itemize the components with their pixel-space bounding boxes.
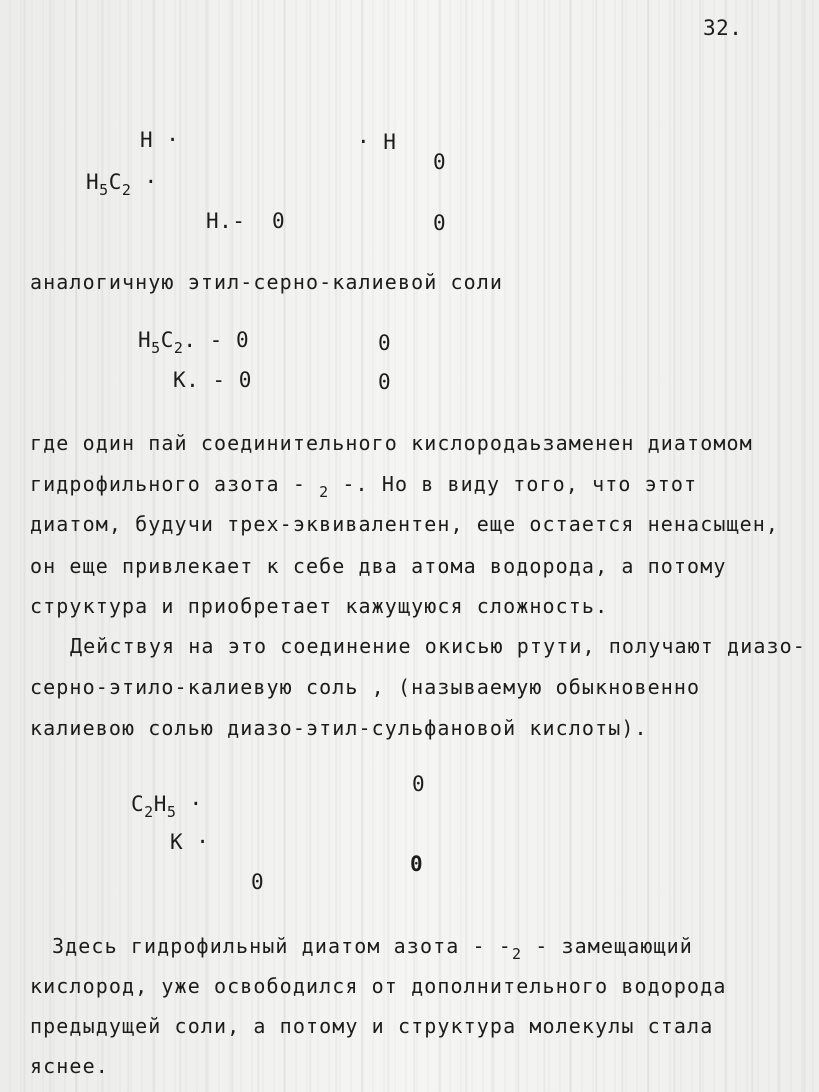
formula1-o-left: 0 (272, 209, 286, 233)
p3-line-4: яснее. (30, 1054, 109, 1078)
formula1-h-left: H · (140, 128, 180, 152)
p3-line-3: предыдущей соли, а потому и структура молекулы стала (30, 1014, 714, 1038)
formula3-o-top: 0 (412, 772, 426, 796)
formula1-h5c2: $H_5C_2$ · (86, 170, 158, 199)
formula1-h-right: · H (357, 130, 397, 154)
formula3-k: K · (170, 830, 210, 854)
formula2-row1-o: 0 (378, 331, 392, 355)
formula2-row1: $H_5C_2$. - 0 (138, 328, 250, 357)
formula3-o-bottom: 0 (251, 870, 265, 894)
formula3-o-bold: 0 (410, 852, 424, 876)
formula3-c2h5: $C_2H_5$ · (131, 792, 203, 821)
page-number: 32. (703, 16, 743, 40)
p1-line-2: гидрофильного азота - $_2$ -. Но в виду того, что этот (30, 472, 698, 501)
p2-line-2: серно-этило-калиевую соль , (называемую обыкновенно (30, 675, 701, 699)
formula2-row2: K. - 0 (173, 368, 252, 392)
p3-line-1: Здесь гидрофильный диатом азота - $-_2$ - замещающий (52, 934, 693, 963)
formula1-o-right: 0 (433, 211, 447, 235)
text-line-analog: аналогичную этил-серно-калиевой соли (30, 270, 504, 294)
p2-line-1: Действуя на это соединение окисью ртути, получают диазо- (70, 634, 806, 658)
formula1-h-o: H.- (206, 209, 246, 233)
p2-line-3: калиевою солью диазо-этил-сульфановой кислоты). (30, 716, 648, 740)
p3-line-2: кислород, уже освободился от дополнительного водорода (30, 974, 727, 998)
p1-line-5: структура и приобретает кажущуюся сложность. (30, 594, 609, 618)
p1-line-1: где один пай соединительного кислородаьзаменен диатомом (30, 431, 753, 455)
p1-line-3: диатом, будучи трех-эквивалентен, еще остается ненасыщен, (30, 512, 780, 536)
p1-line-4: он еще привлекает к себе два атома водорода, а потому (30, 554, 727, 578)
formula1-o-top: 0 (433, 150, 447, 174)
formula2-row2-o: 0 (378, 370, 392, 394)
